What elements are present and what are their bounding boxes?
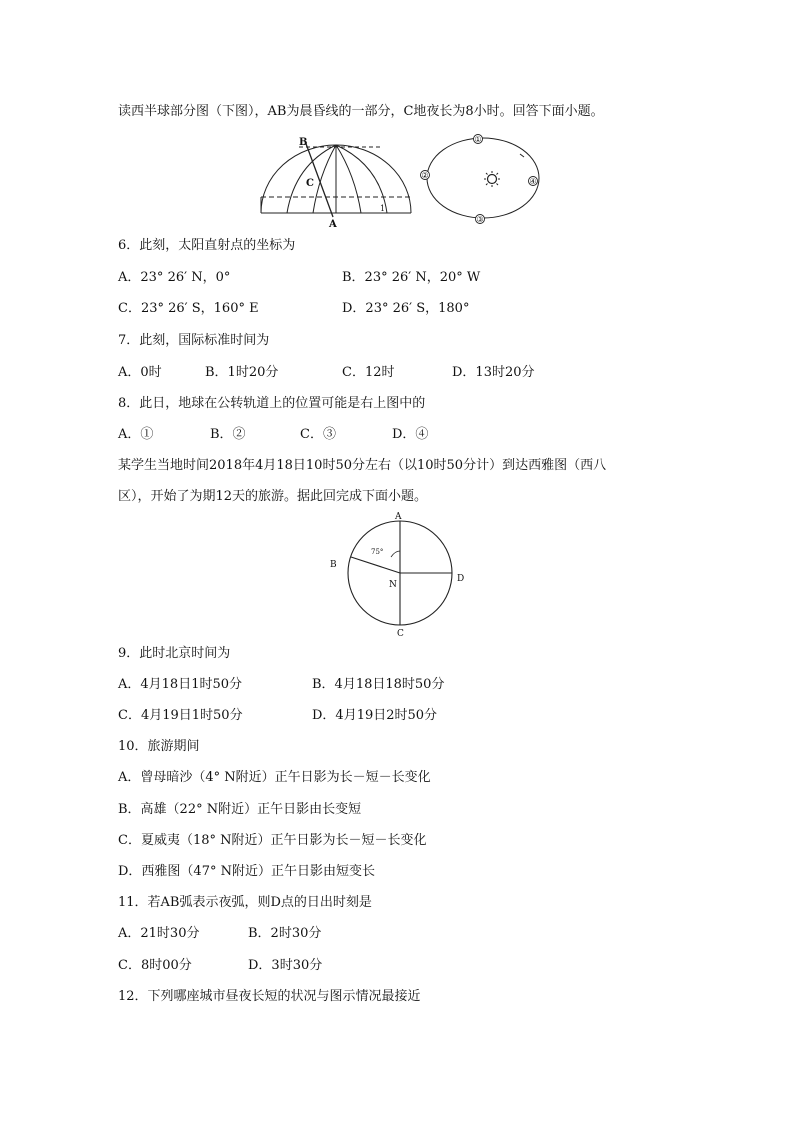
label-A: A xyxy=(329,219,337,230)
polar-diagram xyxy=(325,510,475,640)
point-A: A xyxy=(395,512,402,522)
q6-option-a: A．23° 26′ N，0° xyxy=(118,270,231,285)
orbit-pos-4: ④ xyxy=(529,177,537,186)
orbit-pos-3: ③ xyxy=(476,215,484,224)
point-B: B xyxy=(330,560,337,570)
q11-option-d: D．3时30分 xyxy=(248,958,323,973)
label-B: B xyxy=(299,137,308,148)
q7-option-d: D．13时20分 xyxy=(452,365,535,380)
label-one: 1 xyxy=(380,204,386,213)
point-N: N xyxy=(389,580,397,590)
question-9: 9．此时北京时间为 xyxy=(118,646,231,661)
q6-option-d: D．23° 26′ S，180° xyxy=(342,301,470,316)
q8-option-a: A．① xyxy=(118,427,154,442)
q8-option-b: B．② xyxy=(210,427,246,442)
q8-option-d: D．④ xyxy=(392,427,429,442)
q7-option-b: B．1时20分 xyxy=(205,365,279,380)
q6-option-b: B．23° 26′ N，20° W xyxy=(342,270,481,285)
q10-option-d: D．西雅图（47° N附近）正午日影由短变长 xyxy=(118,864,375,879)
q9-option-c: C．4月19日1时50分 xyxy=(118,708,243,723)
question-7: 7．此刻，国际标准时间为 xyxy=(118,333,270,348)
q8-option-c: C．③ xyxy=(300,427,336,442)
q11-option-b: B．2时30分 xyxy=(248,926,322,941)
q10-option-b: B．高雄（22° N附近）正午日影由长变短 xyxy=(118,802,362,817)
q10-option-a: A．曾母暗沙（4° N附近）正午日影为长－短－长变化 xyxy=(118,770,431,785)
intro-text-2: 某学生当地时间2018年4月18日10时50分左右（以10时50分计）到达西雅图（西八 xyxy=(118,458,607,473)
orbit-pos-2: ② xyxy=(421,171,429,180)
question-8: 8．此日，地球在公转轨道上的位置可能是右上图中的 xyxy=(118,396,426,411)
sun-icon xyxy=(484,171,500,187)
question-11: 11．若AB弧表示夜弧，则D点的日出时刻是 xyxy=(118,895,372,910)
q9-option-a: A．4月18日1时50分 xyxy=(118,677,243,692)
orbit-pos-1: ① xyxy=(474,135,482,144)
q10-option-c: C．夏威夷（18° N附近）正午日影为长－短－长变化 xyxy=(118,833,427,848)
q7-option-a: A．0时 xyxy=(118,365,162,380)
q11-option-c: C．8时00分 xyxy=(118,958,192,973)
hemisphere-diagram xyxy=(255,135,415,230)
intro-text-1: 读西半球部分图（下图），AB为晨昏线的一部分，C地夜长为8小时。回答下面小题。 xyxy=(118,104,604,119)
angle-label: 75° xyxy=(371,548,384,556)
intro-text-2b: 区），开始了为期12天的旅游。据此回完成下面小题。 xyxy=(118,489,428,504)
q7-option-c: C．12时 xyxy=(342,365,395,380)
question-6: 6．此刻，太阳直射点的坐标为 xyxy=(118,238,296,253)
point-C: C xyxy=(397,629,404,639)
q9-option-b: B．4月18日18时50分 xyxy=(312,677,445,692)
q11-option-a: A．21时30分 xyxy=(118,926,200,941)
label-C: C xyxy=(306,178,314,189)
question-10: 10．旅游期间 xyxy=(118,739,200,754)
q9-option-d: D．4月19日2时50分 xyxy=(312,708,438,723)
q6-option-c: C．23° 26′ S，160° E xyxy=(118,301,259,316)
point-D: D xyxy=(457,574,465,584)
orbit-diagram xyxy=(420,133,550,223)
question-12: 12．下列哪座城市昼夜长短的状况与图示情况最接近 xyxy=(118,989,421,1004)
